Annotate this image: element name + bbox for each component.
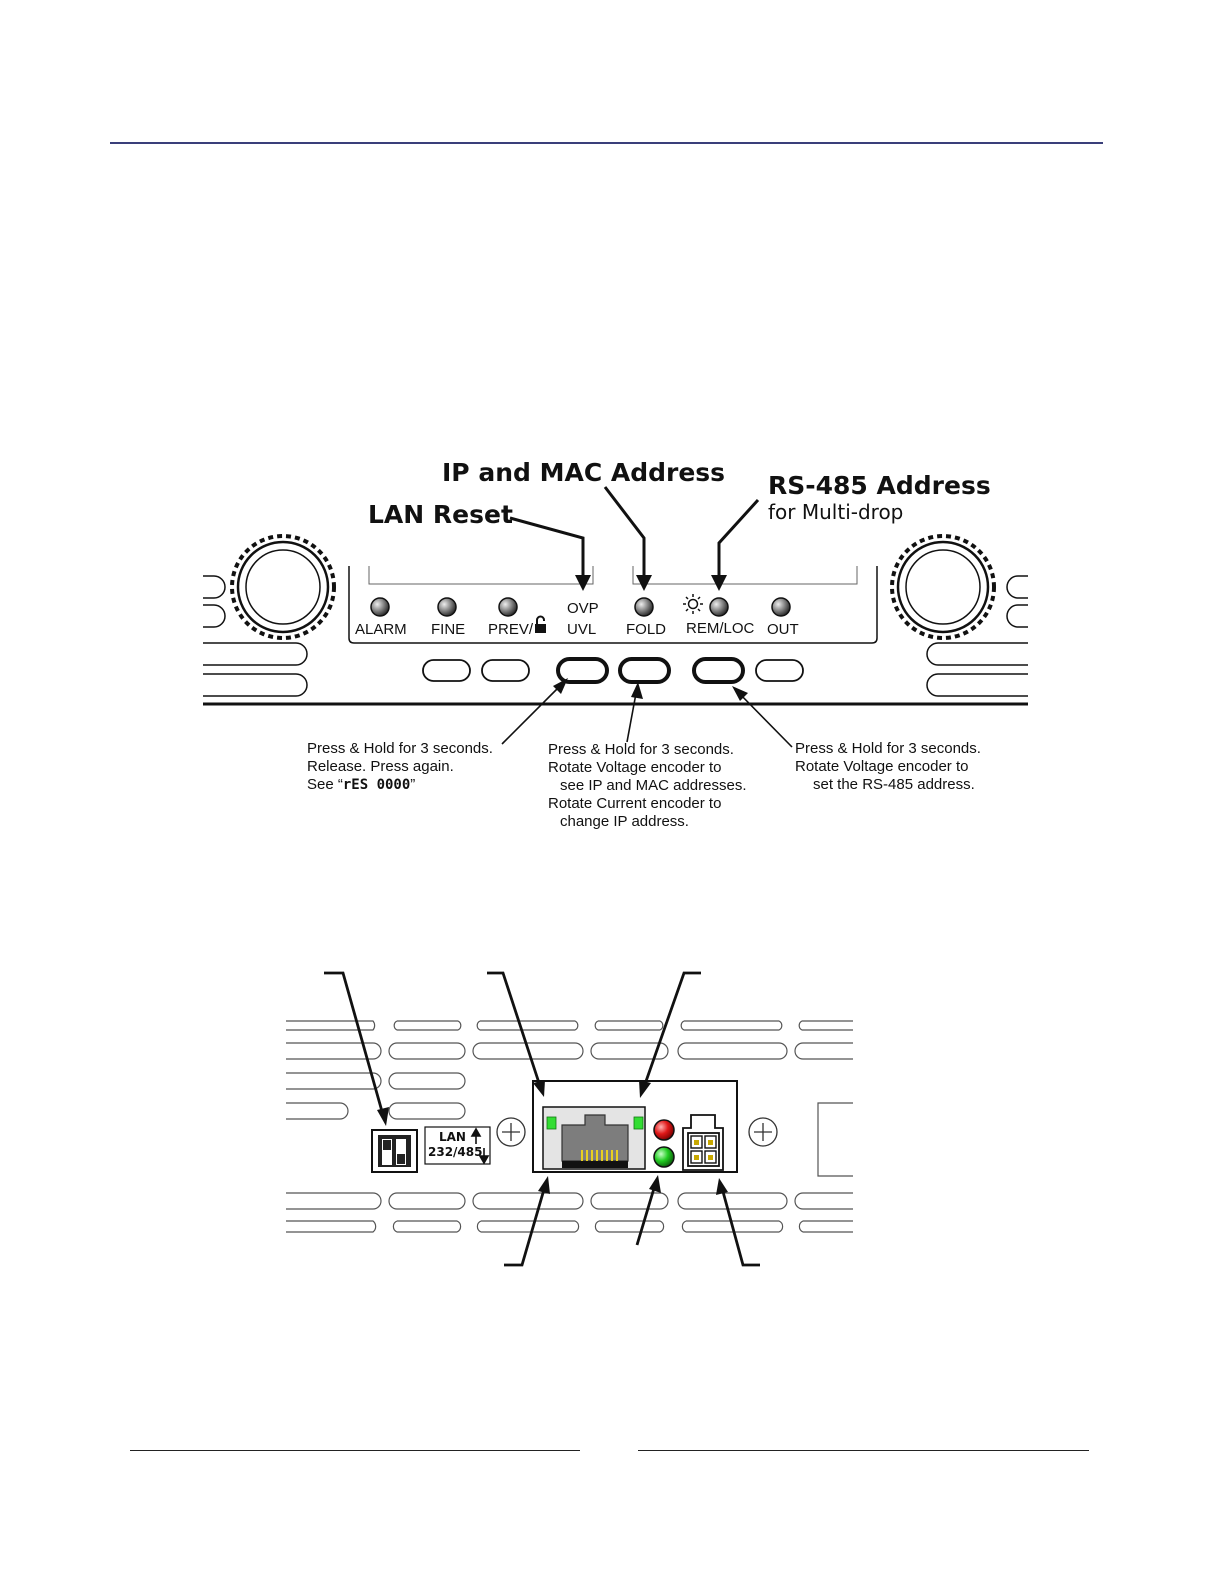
callout-ip-mac: IP and MAC Address — [442, 458, 726, 487]
lan-rs-selector-switch — [372, 1130, 417, 1172]
note-lan-reset: Press & Hold for 3 seconds. Release. Press again. See “rES 0000” — [307, 740, 493, 793]
footer-rule-right — [638, 1450, 1089, 1451]
footer-rule-left — [130, 1450, 580, 1451]
callout-lan-reset: LAN Reset — [368, 500, 513, 529]
lan-status-led — [654, 1147, 674, 1167]
note-ip-mac: Press & Hold for 3 seconds. Rotate Voltage encoder to see IP and MAC addresses. Rotate Current encoder to change IP address. — [548, 741, 747, 830]
callout-rs485-sub: for Multi-drop — [768, 500, 904, 524]
label-alarm: ALARM — [355, 621, 407, 638]
label-fold: FOLD — [626, 621, 667, 638]
label-remloc: REM/LOC — [686, 620, 755, 637]
rj45-ethernet-port — [543, 1107, 645, 1169]
label-fine: FINE — [431, 621, 466, 638]
label-ovp: OVP — [567, 600, 599, 617]
switch-label: LAN 232/485 — [428, 1130, 483, 1159]
callout-rs485: RS-485 Address — [768, 471, 991, 500]
note-rs485: Press & Hold for 3 seconds. Rotate Voltage encoder to set the RS-485 address. — [795, 740, 981, 793]
lan-fault-led — [654, 1120, 674, 1140]
label-out: OUT — [767, 621, 799, 638]
label-prev: PREV/ — [488, 621, 534, 638]
label-uvl: UVL — [567, 621, 597, 638]
